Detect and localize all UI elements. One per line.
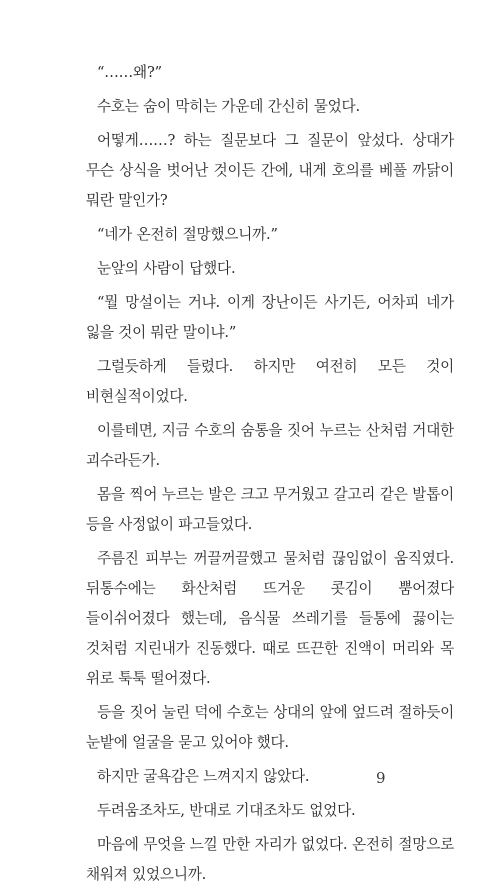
paragraph: “네가 온전히 절망했으니까.” xyxy=(97,226,278,243)
paragraph: 주름진 피부는 꺼끌꺼끌했고 물처럼 끊임없이 움직였다. 뒤통수에는 화산처럼 뜨거운 콧김이 뿜어졌다 들이쉬어졌다 했는데, 음식물 쓰레기를 들통에 끓이는 것처럼 지린내가 진동했다. 때로 뜨끈한 진액이 머리와 목 위로 툭툭 떨어졌다. xyxy=(86,550,454,687)
paragraph: “……왜?” xyxy=(97,64,162,81)
paragraph: 두려움조차도, 반대로 기대조차도 없었다. xyxy=(97,802,356,819)
paragraph: “뭘 망설이는 거냐. 이게 장난이든 사기든, 어차피 네가 잃을 것이 뭐란 말이냐.” xyxy=(86,294,454,341)
paragraph: 마음에 무엇을 느낄 만한 자리가 없었다. 온전히 절망으로 채워져 있었으니까. xyxy=(86,836,454,883)
page-number: 9 xyxy=(376,769,386,787)
body-text xyxy=(86,58,454,894)
paragraph: 눈앞의 사람이 답했다. xyxy=(97,260,236,277)
paragraph: 몸을 찍어 누르는 발은 크고 무거웠고 갈고리 같은 발톱이 등을 사정없이 파고들었다. xyxy=(86,486,454,533)
paragraph: 수호는 숨이 막히는 가운데 간신히 물었다. xyxy=(97,98,360,115)
paragraph: 그럴듯하게 들렸다. 하지만 여전히 모든 것이 비현실적이었다. xyxy=(86,358,454,405)
paragraph: 어떻게……? 하는 질문보다 그 질문이 앞섰다. 상대가 무슨 상식을 벗어난 것이든 간에, 내게 호의를 베풀 까닭이 뭐란 말인가? xyxy=(86,132,454,209)
paragraph: 등을 짓어 눌린 덕에 수호는 상대의 앞에 엎드려 절하듯이 눈밭에 얼굴을 묻고 있어야 했다. xyxy=(86,704,454,751)
paragraph: 하지만 굴욕감은 느껴지지 않았다. xyxy=(97,768,310,785)
paragraph: 이를테면, 지금 수호의 숨통을 짓어 누르는 산처럼 거대한 괴수라든가. xyxy=(86,422,454,469)
